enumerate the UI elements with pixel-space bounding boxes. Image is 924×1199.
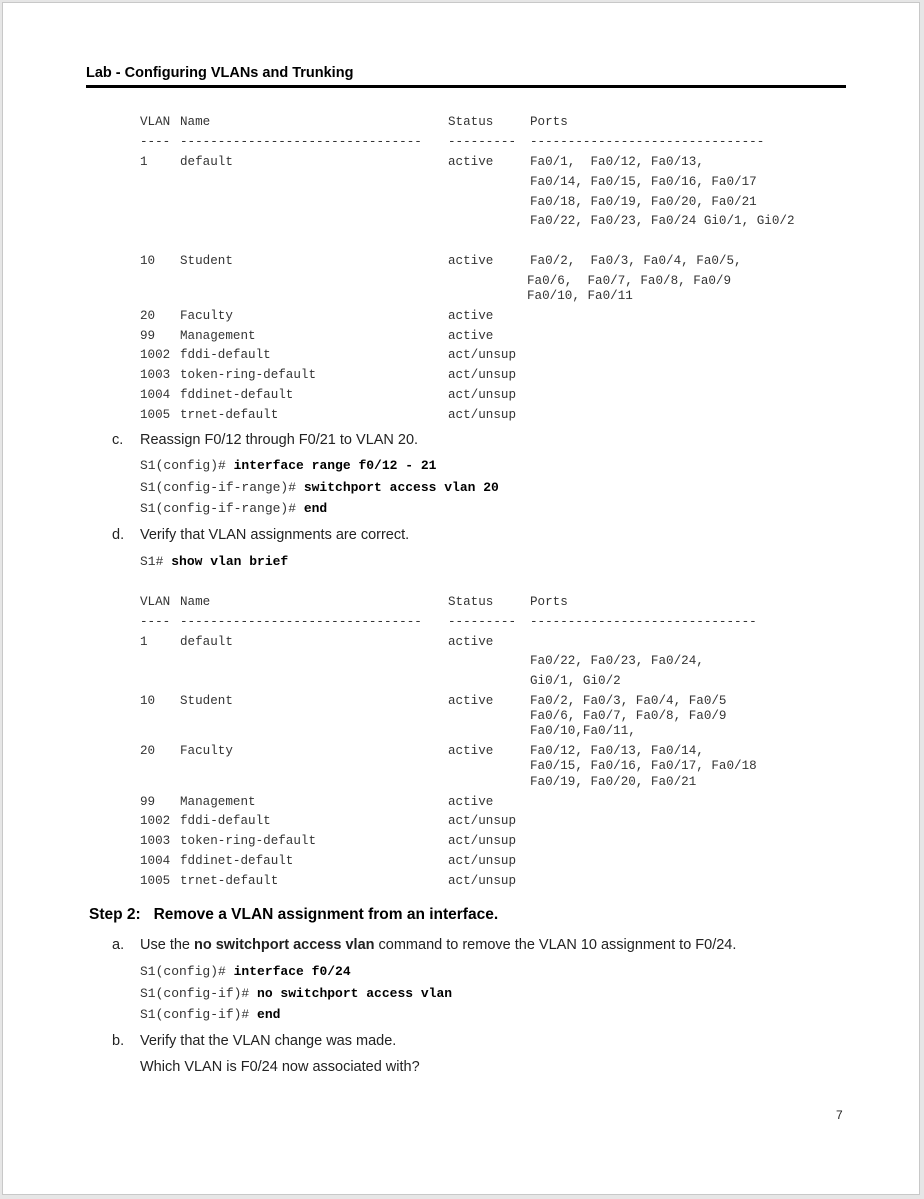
table-row-name: default <box>180 635 233 649</box>
cli-prompt: S1(config-if-range)# <box>140 480 304 495</box>
table-row-ports: Fa0/6, Fa0/7, Fa0/8, Fa0/9 <box>527 274 732 288</box>
table-row-vlan: 1005 <box>140 874 171 888</box>
step-c-text: Reassign F0/12 through F0/21 to VLAN 20. <box>140 432 419 448</box>
table-row-status: active <box>448 309 494 323</box>
page-number: 7 <box>836 1108 843 1122</box>
table-row-ports: Fa0/14, Fa0/15, Fa0/16, Fa0/17 <box>530 175 757 189</box>
cli-command: interface f0/24 <box>233 964 351 979</box>
col-vlan-header: VLAN <box>140 115 171 129</box>
dash-vlan: ---- <box>140 135 171 149</box>
table-row-ports: Fa0/2, Fa0/3, Fa0/4, Fa0/5 <box>530 694 727 708</box>
step-2a-text <box>140 937 736 953</box>
cli-prompt: S1(config-if-range)# <box>140 501 304 516</box>
table-row-ports: Fa0/6, Fa0/7, Fa0/8, Fa0/9 <box>530 709 727 723</box>
dash-ports: ------------------------------- <box>530 135 765 149</box>
table-row-ports: Fa0/18, Fa0/19, Fa0/20, Fa0/21 <box>530 195 757 209</box>
table-row-vlan: 10 <box>140 694 156 708</box>
step-2b-question: Which VLAN is F0/24 now associated with? <box>140 1059 420 1075</box>
table-row-name: token-ring-default <box>180 368 317 382</box>
table-row-vlan: 10 <box>140 254 156 268</box>
table-row-ports: Fa0/1, Fa0/12, Fa0/13, <box>530 155 704 169</box>
table-row-ports: Fa0/22, Fa0/23, Fa0/24, <box>530 654 704 668</box>
table-row-name: Faculty <box>180 309 233 323</box>
table-row-vlan: 99 <box>140 795 156 809</box>
table-row-ports: Fa0/12, Fa0/13, Fa0/14, <box>530 744 704 758</box>
table-row-vlan: 20 <box>140 309 156 323</box>
cli-prompt: S1(config-if)# <box>140 986 258 1001</box>
cli-command-line <box>140 480 499 495</box>
header-rule <box>86 85 846 88</box>
table-row-status: act/unsup <box>448 408 517 422</box>
step-2-heading: Step 2: Remove a VLAN assignment from an interface. <box>89 906 499 923</box>
table-row-ports: Gi0/1, Gi0/2 <box>530 674 621 688</box>
table-row-vlan: 1 <box>140 155 148 169</box>
col-ports-header: Ports <box>530 115 568 129</box>
step-d-marker: d. <box>112 527 125 543</box>
table-row-status: act/unsup <box>448 388 517 402</box>
table-row-name: Management <box>180 795 256 809</box>
step-2a-text-after: command to remove the VLAN 10 assignment to F0/24. <box>374 937 737 953</box>
page-header-title: Lab - Configuring VLANs and Trunking <box>86 65 354 81</box>
col-status-header: Status <box>448 595 494 609</box>
table-row-name: fddinet-default <box>180 854 294 868</box>
table-row-ports: Fa0/22, Fa0/23, Fa0/24 Gi0/1, Gi0/2 <box>530 214 795 228</box>
cli-command-line <box>140 986 452 1001</box>
table-row-name: Student <box>180 694 233 708</box>
table-row-vlan: 1004 <box>140 388 171 402</box>
table-row-vlan: 1005 <box>140 408 171 422</box>
step-2a-text-before: Use the <box>140 937 194 953</box>
dash-name: -------------------------------- <box>180 135 422 149</box>
table-row-status: act/unsup <box>448 854 517 868</box>
table-row-ports: Fa0/10,Fa0/11, <box>530 724 636 738</box>
step-2b-marker: b. <box>112 1033 125 1049</box>
table-row-ports: Fa0/10, Fa0/11 <box>527 289 633 303</box>
cli-command-line <box>140 554 288 569</box>
table-row-name: Management <box>180 329 256 343</box>
table-row-ports: Fa0/2, Fa0/3, Fa0/4, Fa0/5, <box>530 254 742 268</box>
table-row-status: act/unsup <box>448 814 517 828</box>
cli-command: switchport access vlan 20 <box>303 480 499 495</box>
table-row-status: act/unsup <box>448 874 517 888</box>
table-row-status: active <box>448 329 494 343</box>
table-row-vlan: 1 <box>140 635 148 649</box>
document-page <box>2 2 920 1195</box>
step-2a-marker: a. <box>112 937 125 953</box>
step-2b-text: Verify that the VLAN change was made. <box>140 1033 397 1049</box>
cli-prompt: S1# <box>140 554 172 569</box>
cli-command: show vlan brief <box>171 554 289 569</box>
cli-prompt: S1(config)# <box>140 964 234 979</box>
table-row-status: active <box>448 254 494 268</box>
table-row-vlan: 1003 <box>140 368 171 382</box>
table-row-vlan: 1003 <box>140 834 171 848</box>
table-row-ports: Fa0/15, Fa0/16, Fa0/17, Fa0/18 <box>530 759 757 773</box>
cli-command: end <box>303 501 328 516</box>
table-row-status: active <box>448 744 494 758</box>
dash-status: --------- <box>448 615 517 629</box>
table-row-status: active <box>448 694 494 708</box>
table-row-vlan: 20 <box>140 744 156 758</box>
table-row-name: Student <box>180 254 233 268</box>
table-row-status: act/unsup <box>448 834 517 848</box>
cli-command-line <box>140 501 327 516</box>
cli-prompt: S1(config)# <box>140 458 234 473</box>
table-row-vlan: 1002 <box>140 348 171 362</box>
table-row-name: trnet-default <box>180 874 279 888</box>
dash-vlan: ---- <box>140 615 171 629</box>
col-name-header: Name <box>180 115 211 129</box>
table-row-status: act/unsup <box>448 348 517 362</box>
cli-prompt: S1(config-if)# <box>140 1007 258 1022</box>
dash-status: --------- <box>448 135 517 149</box>
cli-command-line <box>140 458 436 473</box>
cli-command: no switchport access vlan <box>257 986 453 1001</box>
table-row-status: active <box>448 635 494 649</box>
table-row-name: fddi-default <box>180 348 271 362</box>
col-name-header: Name <box>180 595 211 609</box>
table-row-vlan: 1004 <box>140 854 171 868</box>
table-row-status: active <box>448 155 494 169</box>
cli-command-line <box>140 1007 280 1022</box>
dash-name: -------------------------------- <box>180 615 422 629</box>
col-vlan-header: VLAN <box>140 595 171 609</box>
col-ports-header: Ports <box>530 595 568 609</box>
step-2a-text-command: no switchport access vlan <box>194 937 375 953</box>
table-row-status: active <box>448 795 494 809</box>
table-row-status: act/unsup <box>448 368 517 382</box>
table-row-name: token-ring-default <box>180 834 317 848</box>
table-row-name: fddi-default <box>180 814 271 828</box>
table-row-ports: Fa0/19, Fa0/20, Fa0/21 <box>530 775 697 789</box>
table-row-vlan: 99 <box>140 329 156 343</box>
step-c-marker: c. <box>112 432 124 448</box>
step-d-text: Verify that VLAN assignments are correct. <box>140 527 410 543</box>
table-row-name: default <box>180 155 233 169</box>
cli-command: interface range f0/12 - 21 <box>233 458 437 473</box>
table-row-name: trnet-default <box>180 408 279 422</box>
table-row-vlan: 1002 <box>140 814 171 828</box>
cli-command-line <box>140 964 351 979</box>
col-status-header: Status <box>448 115 494 129</box>
dash-ports: ------------------------------ <box>530 615 757 629</box>
table-row-name: fddinet-default <box>180 388 294 402</box>
table-row-name: Faculty <box>180 744 233 758</box>
cli-command: end <box>257 1007 281 1022</box>
